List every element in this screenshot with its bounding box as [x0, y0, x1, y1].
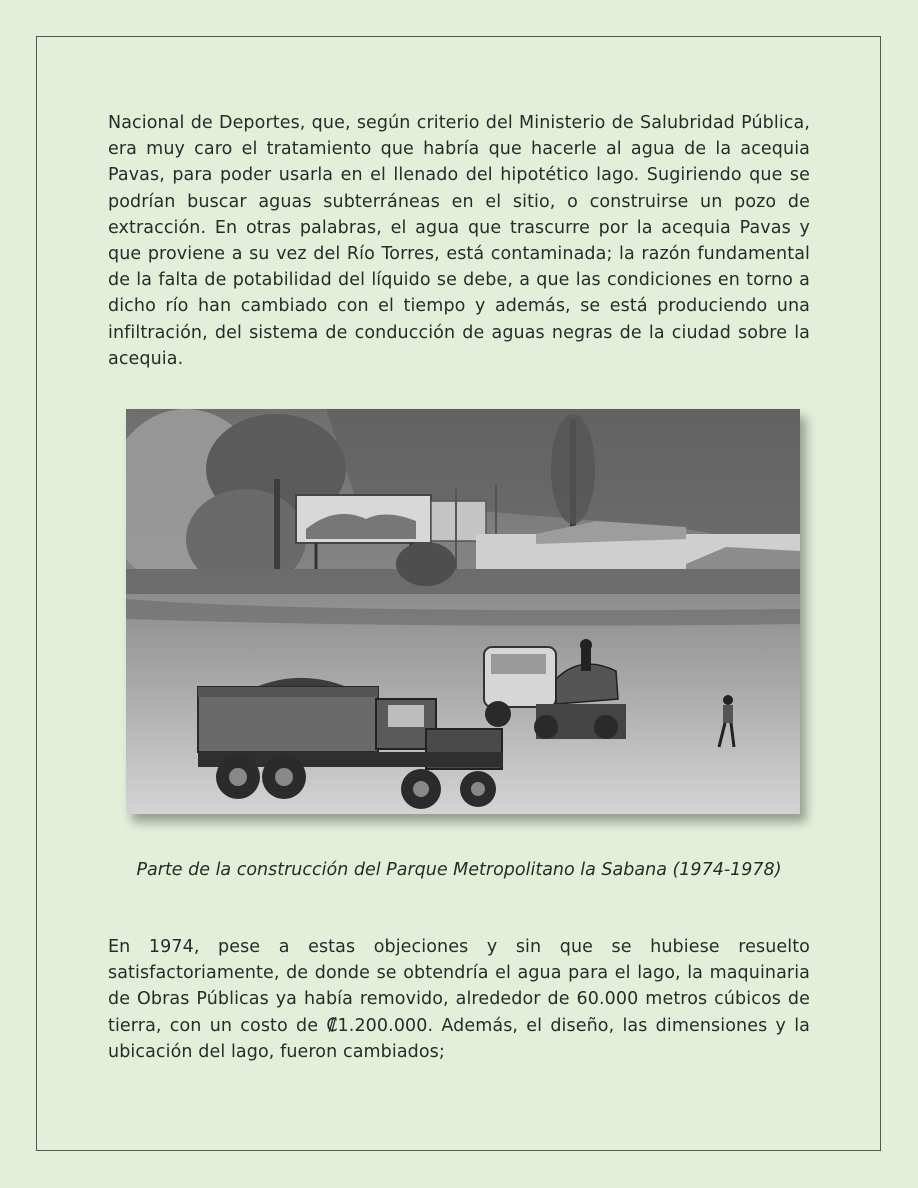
photo-caption: Parte de la construcción del Parque Metropolitano la Sabana (1974-1978) — [136, 860, 782, 880]
body-paragraph-1: Nacional de Deportes, que, según criterio del Ministerio de Salubridad Pública, era muy caro el tratamiento que habría que hacerle al agua de la acequia Pavas, para poder usarla en el llenado del hipotético lago. Sugiriendo que se podrían buscar aguas subterráneas en el sitio, o construirse un pozo de extracción. En otras palabras, el agua que trascurre por la acequia Pavas y que proviene a su vez del Río Torres, está contaminada; la razón fundamental de la falta de potabilidad del líquido se debe, a que las condiciones en torno a dicho río han cambiado con el tiempo y además, se está produciendo una infiltración, del sistema de conducción de aguas negras de la ciudad sobre la acequia. — [108, 113, 810, 369]
body-paragraph-2: En 1974, pese a estas objeciones y sin que se hubiese resuelto satisfactoriamente, de donde se obtendría el agua para el lago, la maquinaria de Obras Públicas ya había removido, alrededor de 60.000 metros cúbicos de tierra, con un costo de ₡1.200.000. Además, el diseño, las dimensiones y la ubicación del lago, fueron cambiados; — [108, 937, 810, 1062]
construction-photo — [126, 409, 800, 814]
